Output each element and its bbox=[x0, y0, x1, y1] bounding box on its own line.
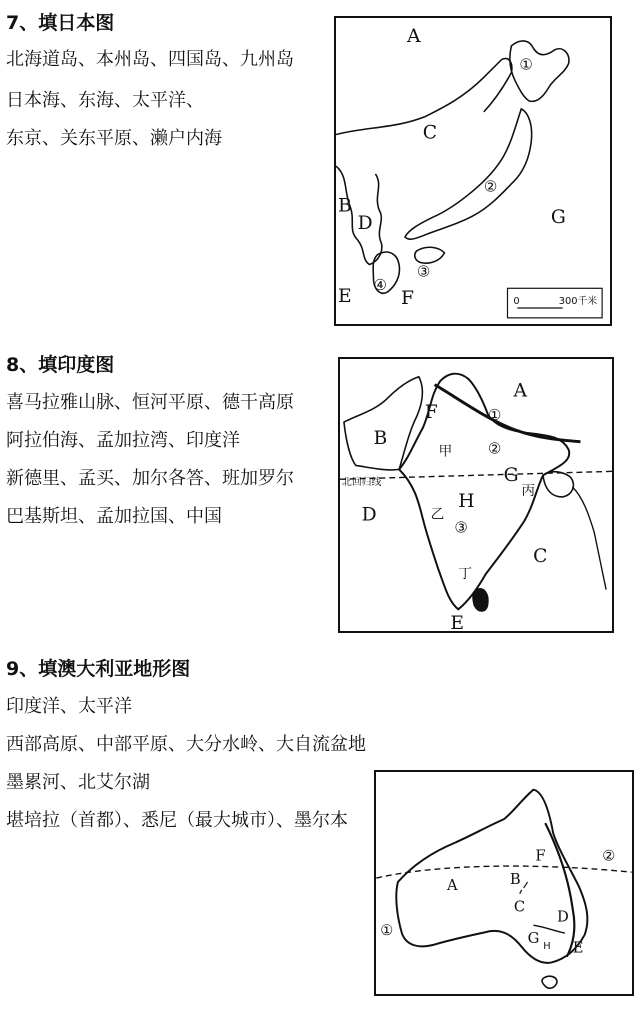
map-number-1: ① bbox=[380, 922, 394, 940]
australia-outline bbox=[396, 790, 587, 963]
bangladesh-outline bbox=[543, 472, 573, 497]
map-label-a: A bbox=[513, 380, 527, 402]
section-9-line-3: 墨累河、北艾尔湖 bbox=[6, 772, 150, 793]
map-number-1: ① bbox=[487, 407, 502, 425]
map-label-c: C bbox=[533, 546, 548, 568]
great-dividing-range bbox=[545, 823, 574, 957]
map-label-c: C bbox=[513, 898, 526, 916]
city-jia: 甲 bbox=[438, 443, 453, 460]
map-label-c: C bbox=[422, 122, 438, 144]
map-label-e: E bbox=[450, 613, 465, 631]
section-7-title: 7、填日本图 bbox=[6, 12, 115, 34]
section-8-line-3: 新德里、孟买、加尔各答、班加罗尔 bbox=[6, 468, 294, 489]
map-label-f: F bbox=[424, 402, 438, 424]
map-label-d: D bbox=[557, 908, 569, 926]
city-bing: 丙 bbox=[521, 483, 536, 499]
section-8-line-2: 阿拉伯海、孟加拉湾、印度洋 bbox=[6, 430, 240, 451]
sri-lanka bbox=[473, 589, 488, 612]
map-number-1: ① bbox=[519, 56, 533, 74]
tasmania-island bbox=[542, 976, 557, 988]
map-label-f: F bbox=[401, 288, 415, 310]
map-number-3: ③ bbox=[416, 263, 431, 281]
map-label-g: G bbox=[527, 929, 540, 947]
map-label-h: H bbox=[543, 940, 551, 952]
map-label-g: G bbox=[550, 207, 566, 229]
city-yi: 乙 bbox=[430, 506, 445, 523]
section-9-title: 9、填澳大利亚地形图 bbox=[6, 658, 191, 680]
map-label-a: A bbox=[447, 876, 458, 894]
shikoku-island bbox=[415, 247, 445, 263]
section-7-line-1: 北海道岛、本州岛、四国岛、九州岛 bbox=[6, 49, 294, 70]
india-map bbox=[338, 357, 614, 633]
himalaya-ridge bbox=[435, 385, 581, 442]
japan-map bbox=[334, 16, 612, 326]
map-label-b: B bbox=[337, 195, 352, 217]
australia-map bbox=[374, 770, 634, 996]
city-ding: 丁 bbox=[458, 565, 473, 582]
map-label-d: D bbox=[357, 213, 373, 235]
scale-end: 300千米 bbox=[558, 296, 598, 308]
india-map-svg bbox=[340, 359, 612, 631]
east-coast bbox=[573, 487, 607, 589]
section-7-line-3: 东京、关东平原、濑户内海 bbox=[6, 128, 222, 149]
section-9-line-2: 西部高原、中部平原、大分水岭、大自流盆地 bbox=[6, 734, 366, 755]
lake-eyre bbox=[520, 882, 528, 894]
section-8-title: 8、填印度图 bbox=[6, 354, 115, 376]
map-label-f: F bbox=[535, 847, 546, 865]
section-9-line-1: 印度洋、太平洋 bbox=[6, 696, 132, 717]
australia-map-svg bbox=[376, 772, 632, 994]
map-number-2: ② bbox=[483, 178, 498, 196]
map-label-e: E bbox=[572, 939, 584, 957]
map-label-d: D bbox=[361, 504, 377, 526]
map-label-g: G bbox=[503, 465, 519, 487]
pakistan-outline bbox=[344, 377, 422, 470]
section-8-line-4: 巴基斯坦、孟加拉国、中国 bbox=[6, 506, 222, 527]
map-label-b: B bbox=[373, 427, 388, 449]
map-label-b: B bbox=[509, 870, 521, 888]
map-label-a: A bbox=[406, 25, 421, 47]
scale-start: 0 bbox=[513, 296, 520, 308]
section-8-line-1: 喜马拉雅山脉、恒河平原、德干高原 bbox=[6, 392, 294, 413]
map-number-2: ② bbox=[602, 847, 616, 865]
section-7-line-2: 日本海、东海、太平洋、 bbox=[6, 90, 204, 111]
map-label-e: E bbox=[337, 286, 352, 308]
tropic-of-capricorn-line bbox=[376, 866, 631, 878]
map-number-3: ③ bbox=[454, 519, 468, 537]
tropic-of-cancer-label: 北回归线 bbox=[341, 477, 382, 489]
section-9-line-4: 堪培拉（首都）、悉尼（最大城市）、墨尔本 bbox=[6, 810, 348, 831]
map-label-h: H bbox=[458, 490, 475, 512]
map-number-2: ② bbox=[487, 440, 502, 458]
japan-map-svg bbox=[336, 18, 610, 324]
map-number-4: ④ bbox=[373, 277, 387, 295]
